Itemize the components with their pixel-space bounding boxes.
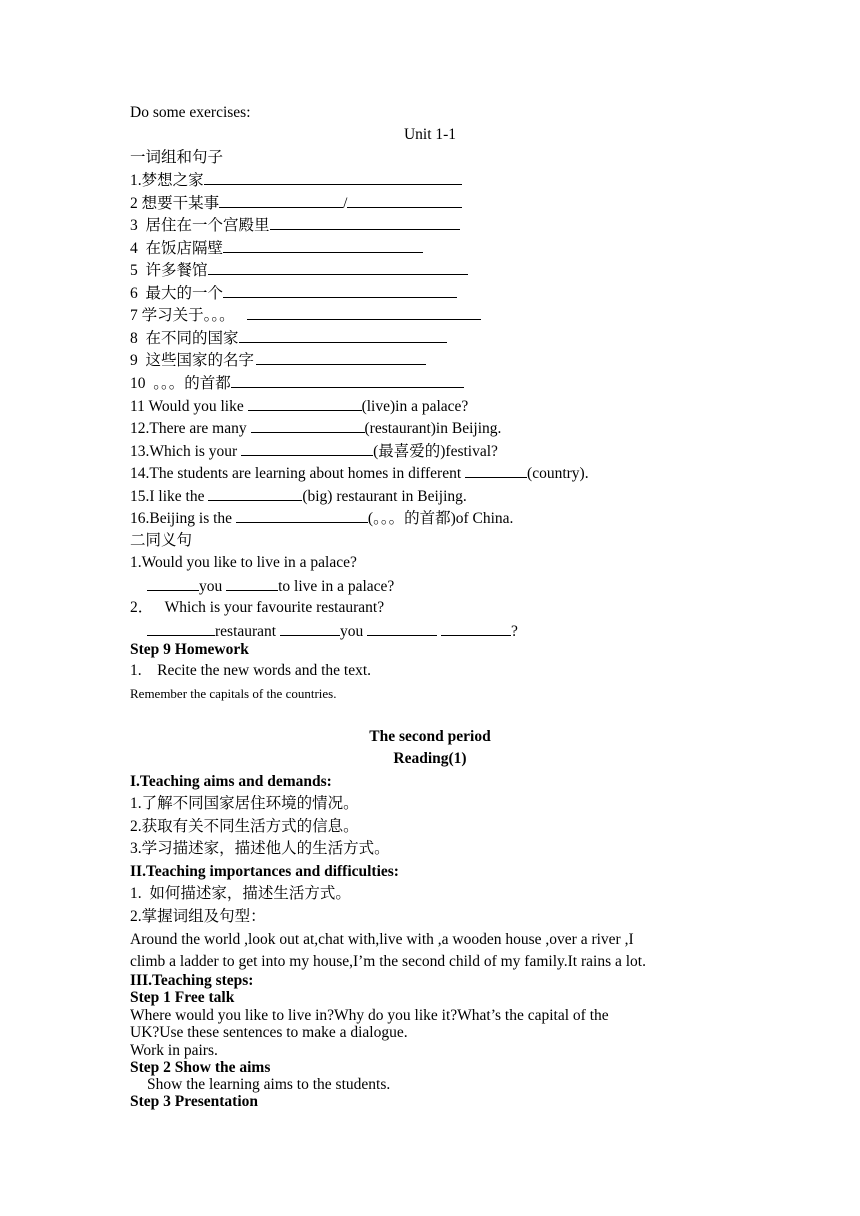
phrase-line: 3 居住在一个宫殿里 [130,215,460,236]
blank-line [223,283,457,298]
phrase-line: 4 在饭店隔壁 [130,238,423,259]
blank-line [256,350,426,365]
aim-item: 2.获取有关不同生活方式的信息。 [130,818,359,835]
free-talk-text: Where would you like to live in?Why do you like it?What’s the capital of the [130,1007,609,1024]
blank-line [239,328,447,343]
fill-sentence: 12.There are many (restaurant)in Beijing. [130,420,502,437]
fill-sentence: 13.Which is your (最喜爱的)festival? [130,443,498,460]
blank-line [208,486,302,501]
phrase-line: 9 这些国家的名字 [130,350,426,371]
part2-heading: 二同义句 [130,532,193,549]
difficulties-heading: II.Teaching importances and difficulties: [130,863,399,880]
phrase-line: 1.梦想之家 [130,170,462,191]
free-talk-text: Work in pairs. [130,1042,218,1059]
blank-line [241,441,373,456]
difficulty-item: 1. 如何描述家，描述生活方式。 [130,885,351,902]
blank-line [441,621,511,636]
blank-line [231,373,464,388]
homework-note: Remember the capitals of the countries. [130,686,337,701]
difficulty-item: 2.掌握词组及句型： [130,908,266,925]
synonym-answer: restaurant you ? [147,621,518,642]
phrase-line: 10 。。。的首都 [130,373,464,394]
steps-heading: III.Teaching steps: [130,972,254,989]
fill-sentence: 14.The students are learning about homes in different (country). [130,465,589,482]
blank-line [247,305,481,320]
synonym-answer: you to live in a palace? [147,576,394,597]
step2-heading: Step 2 Show the aims [130,1059,271,1076]
phrase-line: 2 想要干某事 / [130,193,462,214]
blank-line [226,576,278,591]
blank-line [465,463,527,478]
blank-line [219,193,343,208]
blank-line [251,418,365,433]
step3-heading: Step 3 Presentation [130,1093,259,1110]
fill-sentence: 16.Beijing is the (。。。的首都)of China. [130,510,514,527]
phrase-line: 7 学习关于。。。 [130,305,481,326]
blank-line [223,238,423,253]
phrase-line: 8 在不同的国家 [130,328,447,349]
blank-line [236,508,368,523]
blank-line [270,215,460,230]
fill-sentence: 11 Would you like (live)in a palace? [130,398,469,415]
intro-line: Do some exercises: [130,104,251,121]
blank-line [280,621,340,636]
blank-line [208,260,468,275]
aim-item: 3.学习描述家，描述他人的生活方式。 [130,840,390,857]
blank-line [367,621,437,636]
part1-heading: 一词组和句子 [130,149,224,166]
step9-heading: Step 9 Homework [130,641,249,658]
synonym-question: 2． Which is your favourite restaurant? [130,599,385,616]
free-talk-text: UK?Use these sentences to make a dialogue. [130,1024,408,1041]
aim-item: 1.了解不同国家居住环境的情况。 [130,795,359,812]
phrases-line: climb a ladder to get into my house,I’m the second child of my family.It rains a lot. [130,953,646,970]
blank-line [204,170,462,185]
synonym-question: 1.Would you like to live in a palace? [130,554,357,571]
blank-line [147,621,215,636]
phrases-line: Around the world ,look out at,chat with,live with ,a wooden house ,over a river ,I [130,931,634,948]
unit-title: Unit 1-1 [403,126,457,143]
aims-heading: I.Teaching aims and demands: [130,773,332,790]
step1-heading: Step 1 Free talk [130,989,235,1006]
blank-line [248,396,362,411]
blank-line [347,193,462,208]
reading-title: Reading(1) [393,750,467,767]
period-title: The second period [369,728,491,745]
show-aims-text: Show the learning aims to the students. [147,1076,391,1093]
phrase-line: 6 最大的一个 [130,283,457,304]
phrase-line: 5 许多餐馆 [130,260,468,281]
blank-line [147,576,199,591]
homework-item: 1. Recite the new words and the text. [130,662,372,679]
fill-sentence: 15.I like the (big) restaurant in Beijing. [130,488,467,505]
